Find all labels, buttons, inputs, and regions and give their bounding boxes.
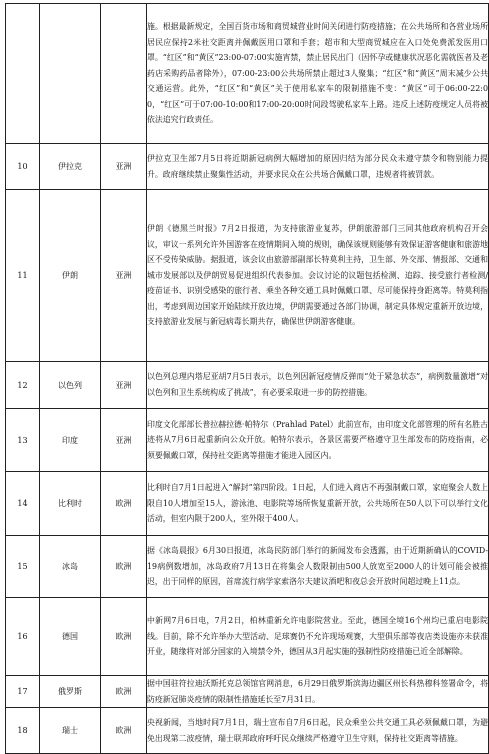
row-number: 18 <box>6 708 40 754</box>
region-name: 欧洲 <box>101 708 147 754</box>
row-number: 15 <box>6 536 40 598</box>
row-number: 12 <box>6 362 40 409</box>
measures-text: 施。根据最新规定，全国百货市场和商贸城营业时间关闭进行防疫措施；在公共场所和各营业场所居民应保持2米社交距离并佩戴医用口罩和手套；超市和大型商贸城应在入口处免费派发医用口罩。“红区”和“黄区”23:00-07:00实施宵禁，禁止居民出门（因怀孕或健康状况恶化需就医者及老药店采购药品者除外），07:00-23:00公共场所禁止超过3人聚集；“红区”和“黄区”周末减少公共交通运营。此外，“红区”和“黄区”关于使用私家车的限制措施不变：“黄区”可于06:00-22:00，“红区”可于07:00-10:00和17:00-20:00时间段驾驶私家车上路。违反上述防疫规定人员将被依法追究行政责任。 <box>147 4 489 144</box>
row-number: 10 <box>6 144 40 190</box>
country-name: 印度 <box>40 409 101 472</box>
measures-text: 据《冰岛晨报》6月30日报道，冰岛民防部门举行的新闻发布会透露，由于近期新确认的COVID-19病例数增加，冰岛政府7月13日在将集会人数限制由500人放宽至2000人的计划可能会被推迟，出于同样的原因，首席流行病学家索洛尔夫建议酒吧和夜总会开放时间超过晚上11点。 <box>147 536 489 598</box>
measures-text: 印度文化部部长普拉赫拉德·帕特尔（Prahlad Patel）此前宣布，由印度文化部管理的所有名胜古迹将从7月6日起重新向公众开放。帕特尔表示，各景区需要严格遵守卫生部发布的防疫指南，必须要佩戴口罩，保持社交距离等措施才能进入园区内。 <box>147 409 489 472</box>
measures-text: 比利时自7月1日起进入“解封”第四阶段。1日起，人们进入商店不再强制戴口罩，家庭聚会人数上限自10人增加至15人，游泳池、电影院等场所恢复重新开放，公共场所在50人以下可以举行文化活动，但室内限于200人，室外限于400人。 <box>147 472 489 536</box>
region-name: 欧洲 <box>101 676 147 708</box>
region-name: 欧洲 <box>101 598 147 676</box>
table-row <box>6 190 489 362</box>
row-number: 17 <box>6 676 40 708</box>
region-name <box>101 4 147 144</box>
measures-text: 伊朗《德黑兰时报》7月2日报道，为支持旅游业复苏，伊朗旅游部门三同其他政府机构召开会议，审议一系列允许外国游客在疫情期间入境的规则，确保该规则能够有效保证游客健康和旅游地区不受传染威胁。据报道，该会议由旅游部副部长特莫利主持，卫生部、外交部、情报部、交通和城市发展部以及伊朗贸易促进组织代表参加。会议讨论的议题包括检测、追踪、接受旅行者检测/疫苗证书、识别受感染的旅行者、乘坐各种交通工具时佩戴口罩、尽可能保持身距离等。特莫利指出，考虑到周边国家开始陆续开放边境，伊朗需要通过各部门协调，制定具体规定重新开放边境，支持旅游业发展与新冠病毒长期共存，确保世伊朗游客健康。 <box>147 190 489 362</box>
row-number: 11 <box>6 190 40 362</box>
row-number: 13 <box>6 409 40 472</box>
region-name: 欧洲 <box>101 536 147 598</box>
country-name: 伊朗 <box>40 190 101 362</box>
row-number: 16 <box>6 598 40 676</box>
covid-measures-table <box>5 3 489 754</box>
table-row <box>6 409 489 472</box>
measures-text: 中新网7月6日电，7月2日，柏林重新允许电影院营业。至此，德国全境16个州均已重启电影院线。目前，除不允许举办大型活动、足球赛仍不允许现场观赛，大型俱乐部等夜店类设施亦未获准开业，随缘将对部分国家的入境禁令外，德国从3月起实施的强制性防疫措施已近全部解除。 <box>147 598 489 676</box>
table-row <box>6 362 489 409</box>
country-name: 俄罗斯 <box>40 676 101 708</box>
country-name: 伊拉克 <box>40 144 101 190</box>
table-row <box>6 472 489 536</box>
table-row <box>6 4 489 144</box>
region-name: 亚洲 <box>101 362 147 409</box>
measures-text: 央视新闻，当地时间7月1日，瑞士宣布自7月6日起，民众乘坐公共交通工具必须佩戴口罩，为避免出现第二波疫情，瑞士联邦政府呼吁民众继续严格遵守卫生守则，保持社交距离等措施。 <box>147 708 489 754</box>
row-number <box>6 4 40 144</box>
table-row <box>6 598 489 676</box>
document-page <box>5 3 488 754</box>
region-name: 亚洲 <box>101 190 147 362</box>
table-row <box>6 144 489 190</box>
region-name: 亚洲 <box>101 409 147 472</box>
country-name <box>40 4 101 144</box>
measures-text: 以色列总理内塔尼亚胡7月5日表示，以色列因新冠疫情反弹而“处于紧急状态”，病例数量激增“对以色列和卫生系统构成了挑战”，有必要采取进一步的防控措施。 <box>147 362 489 409</box>
country-name: 瑞士 <box>40 708 101 754</box>
region-name: 欧洲 <box>101 472 147 536</box>
region-name: 亚洲 <box>101 144 147 190</box>
country-name: 冰岛 <box>40 536 101 598</box>
country-name: 德国 <box>40 598 101 676</box>
measures-text: 伊拉克卫生部7月5日将近期新冠病例大幅增加的原因归结为部分民众未遵守禁令和物别能力提升。政府继续禁止聚集性活动，并要求民众在公共场合佩戴口罩，违规者将被罚款。 <box>147 144 489 190</box>
table-row <box>6 708 489 754</box>
measures-text: 据中国驻符拉迪沃斯托克总领馆官网消息，6月29日俄罗斯滨海边疆区州长科热穆科签署命令，将防疫新冠肺炎疫情的限制性措施延长至7月31日。 <box>147 676 489 708</box>
table-row <box>6 676 489 708</box>
country-name: 以色列 <box>40 362 101 409</box>
table-row <box>6 536 489 598</box>
country-name: 比利时 <box>40 472 101 536</box>
row-number: 14 <box>6 472 40 536</box>
